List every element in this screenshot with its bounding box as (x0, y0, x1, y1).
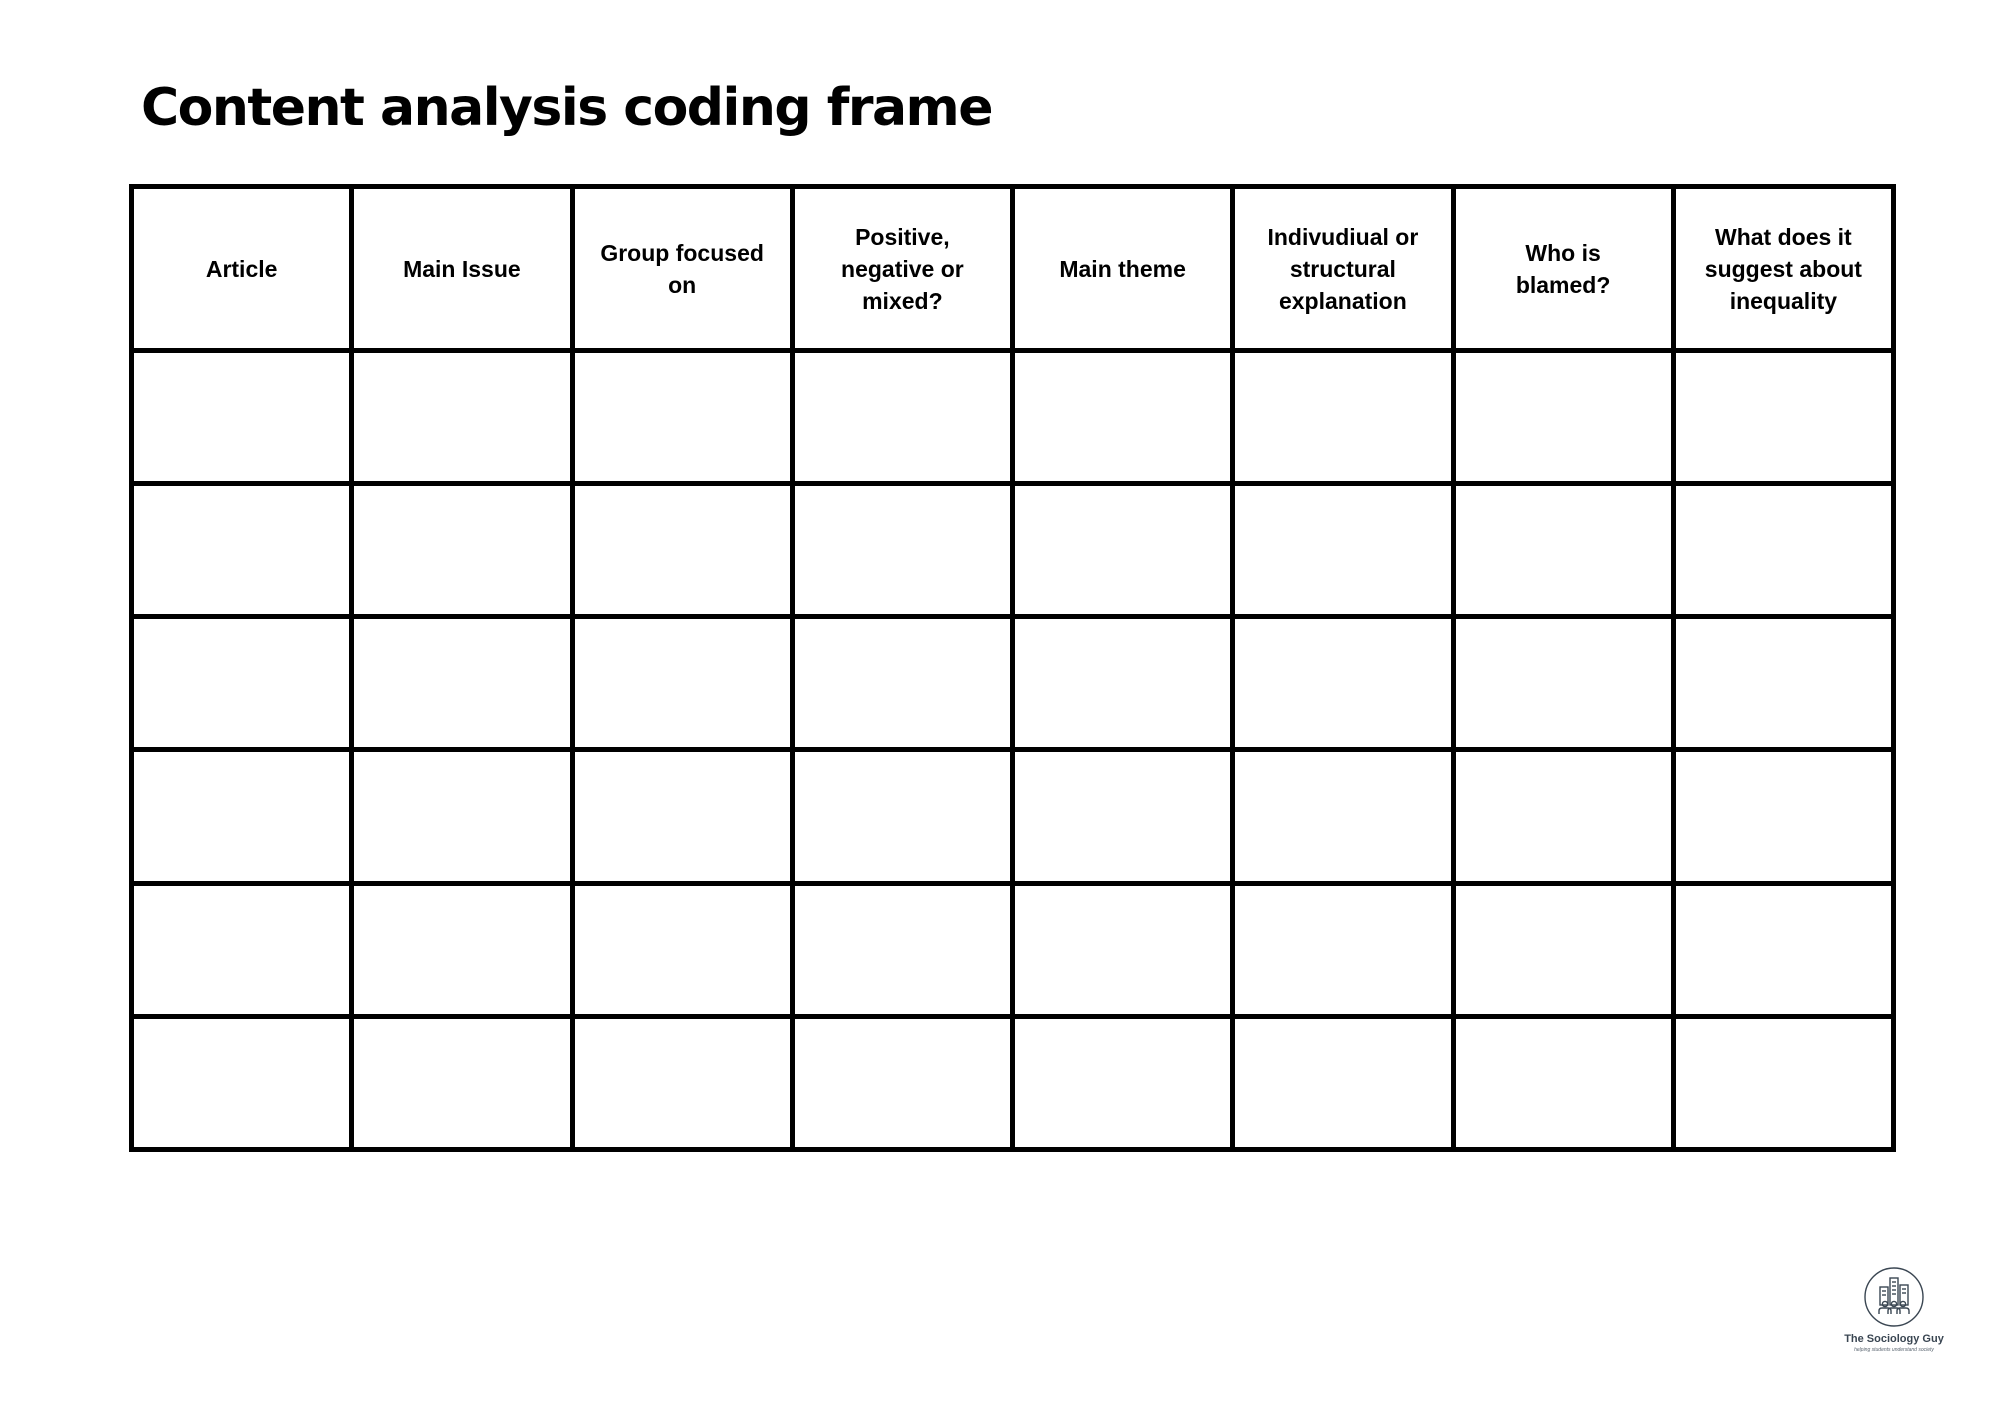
table-cell[interactable] (132, 617, 352, 750)
table-cell[interactable] (572, 484, 792, 617)
column-header-inequality (1673, 187, 1893, 351)
city-people-circle-icon (1863, 1266, 1925, 1328)
table-cell[interactable] (1673, 1016, 1893, 1149)
table-cell[interactable] (132, 883, 352, 1016)
table-cell[interactable] (1453, 1016, 1673, 1149)
table-cell[interactable] (792, 484, 1012, 617)
table-row (132, 750, 1894, 883)
column-header-main-theme (1013, 187, 1233, 351)
table-cell[interactable] (132, 351, 352, 484)
table-cell[interactable] (572, 883, 792, 1016)
table-cell[interactable] (1013, 750, 1233, 883)
column-header-label: Indivudiual or structural explanation (1267, 223, 1419, 314)
table-cell[interactable] (352, 750, 572, 883)
table-cell[interactable] (1673, 617, 1893, 750)
table-cell[interactable] (1233, 1016, 1453, 1149)
coding-frame-table (129, 184, 1896, 1152)
sociology-guy-logo (1834, 1266, 1954, 1353)
table-cell[interactable] (1013, 617, 1233, 750)
table-cell[interactable] (792, 351, 1012, 484)
table-cell[interactable] (1013, 484, 1233, 617)
table-cell[interactable] (1233, 883, 1453, 1016)
logo-name: The Sociology Guy (1844, 1333, 1944, 1345)
column-header-label: Main theme (1059, 255, 1186, 282)
table-row (132, 484, 1894, 617)
table-cell[interactable] (352, 484, 572, 617)
table-cell[interactable] (1013, 883, 1233, 1016)
table-cell[interactable] (1233, 484, 1453, 617)
table-cell[interactable] (352, 883, 572, 1016)
table-row (132, 617, 1894, 750)
table-cell[interactable] (792, 883, 1012, 1016)
table-cell[interactable] (1453, 883, 1673, 1016)
table-row (132, 1016, 1894, 1149)
table-cell[interactable] (352, 1016, 572, 1149)
table-cell[interactable] (1453, 617, 1673, 750)
table-cell[interactable] (132, 750, 352, 883)
table-cell[interactable] (1453, 351, 1673, 484)
table-cell[interactable] (1453, 750, 1673, 883)
column-header-label: Who is blamed? (1515, 239, 1611, 298)
column-header-sentiment (792, 187, 1012, 351)
table-cell[interactable] (792, 617, 1012, 750)
table-cell[interactable] (352, 351, 572, 484)
table-cell[interactable] (352, 617, 572, 750)
table-row (132, 351, 1894, 484)
column-header-label: Article (205, 255, 278, 282)
table-cell[interactable] (132, 1016, 352, 1149)
table-cell[interactable] (792, 750, 1012, 883)
table-cell[interactable] (1013, 1016, 1233, 1149)
table-cell[interactable] (572, 617, 792, 750)
table-cell[interactable] (1233, 617, 1453, 750)
table-cell[interactable] (572, 750, 792, 883)
header-row (132, 187, 1894, 351)
table-cell[interactable] (1233, 750, 1453, 883)
column-header-main-issue (352, 187, 572, 351)
column-header-article (132, 187, 352, 351)
table-cell[interactable] (572, 351, 792, 484)
table-cell[interactable] (1453, 484, 1673, 617)
table-cell[interactable] (792, 1016, 1012, 1149)
table-cell[interactable] (1233, 351, 1453, 484)
column-header-explanation-type (1233, 187, 1453, 351)
table-cell[interactable] (1673, 750, 1893, 883)
column-header-group-focused-on (572, 187, 792, 351)
column-header-label: Main Issue (403, 255, 521, 282)
table-row (132, 883, 1894, 1016)
column-header-label: Group focused on (600, 239, 764, 298)
logo-tagline: helping students understand society (1854, 1347, 1934, 1353)
table-cell[interactable] (1673, 351, 1893, 484)
column-header-label: Positive, negative or mixed? (841, 223, 964, 314)
column-header-who-is-blamed (1453, 187, 1673, 351)
table-cell[interactable] (1673, 484, 1893, 617)
table-cell[interactable] (1673, 883, 1893, 1016)
table-cell[interactable] (132, 484, 352, 617)
table-cell[interactable] (1013, 351, 1233, 484)
page-title: Content analysis coding frame (141, 78, 993, 138)
table-cell[interactable] (572, 1016, 792, 1149)
column-header-label: What does it suggest about inequality (1704, 223, 1862, 314)
